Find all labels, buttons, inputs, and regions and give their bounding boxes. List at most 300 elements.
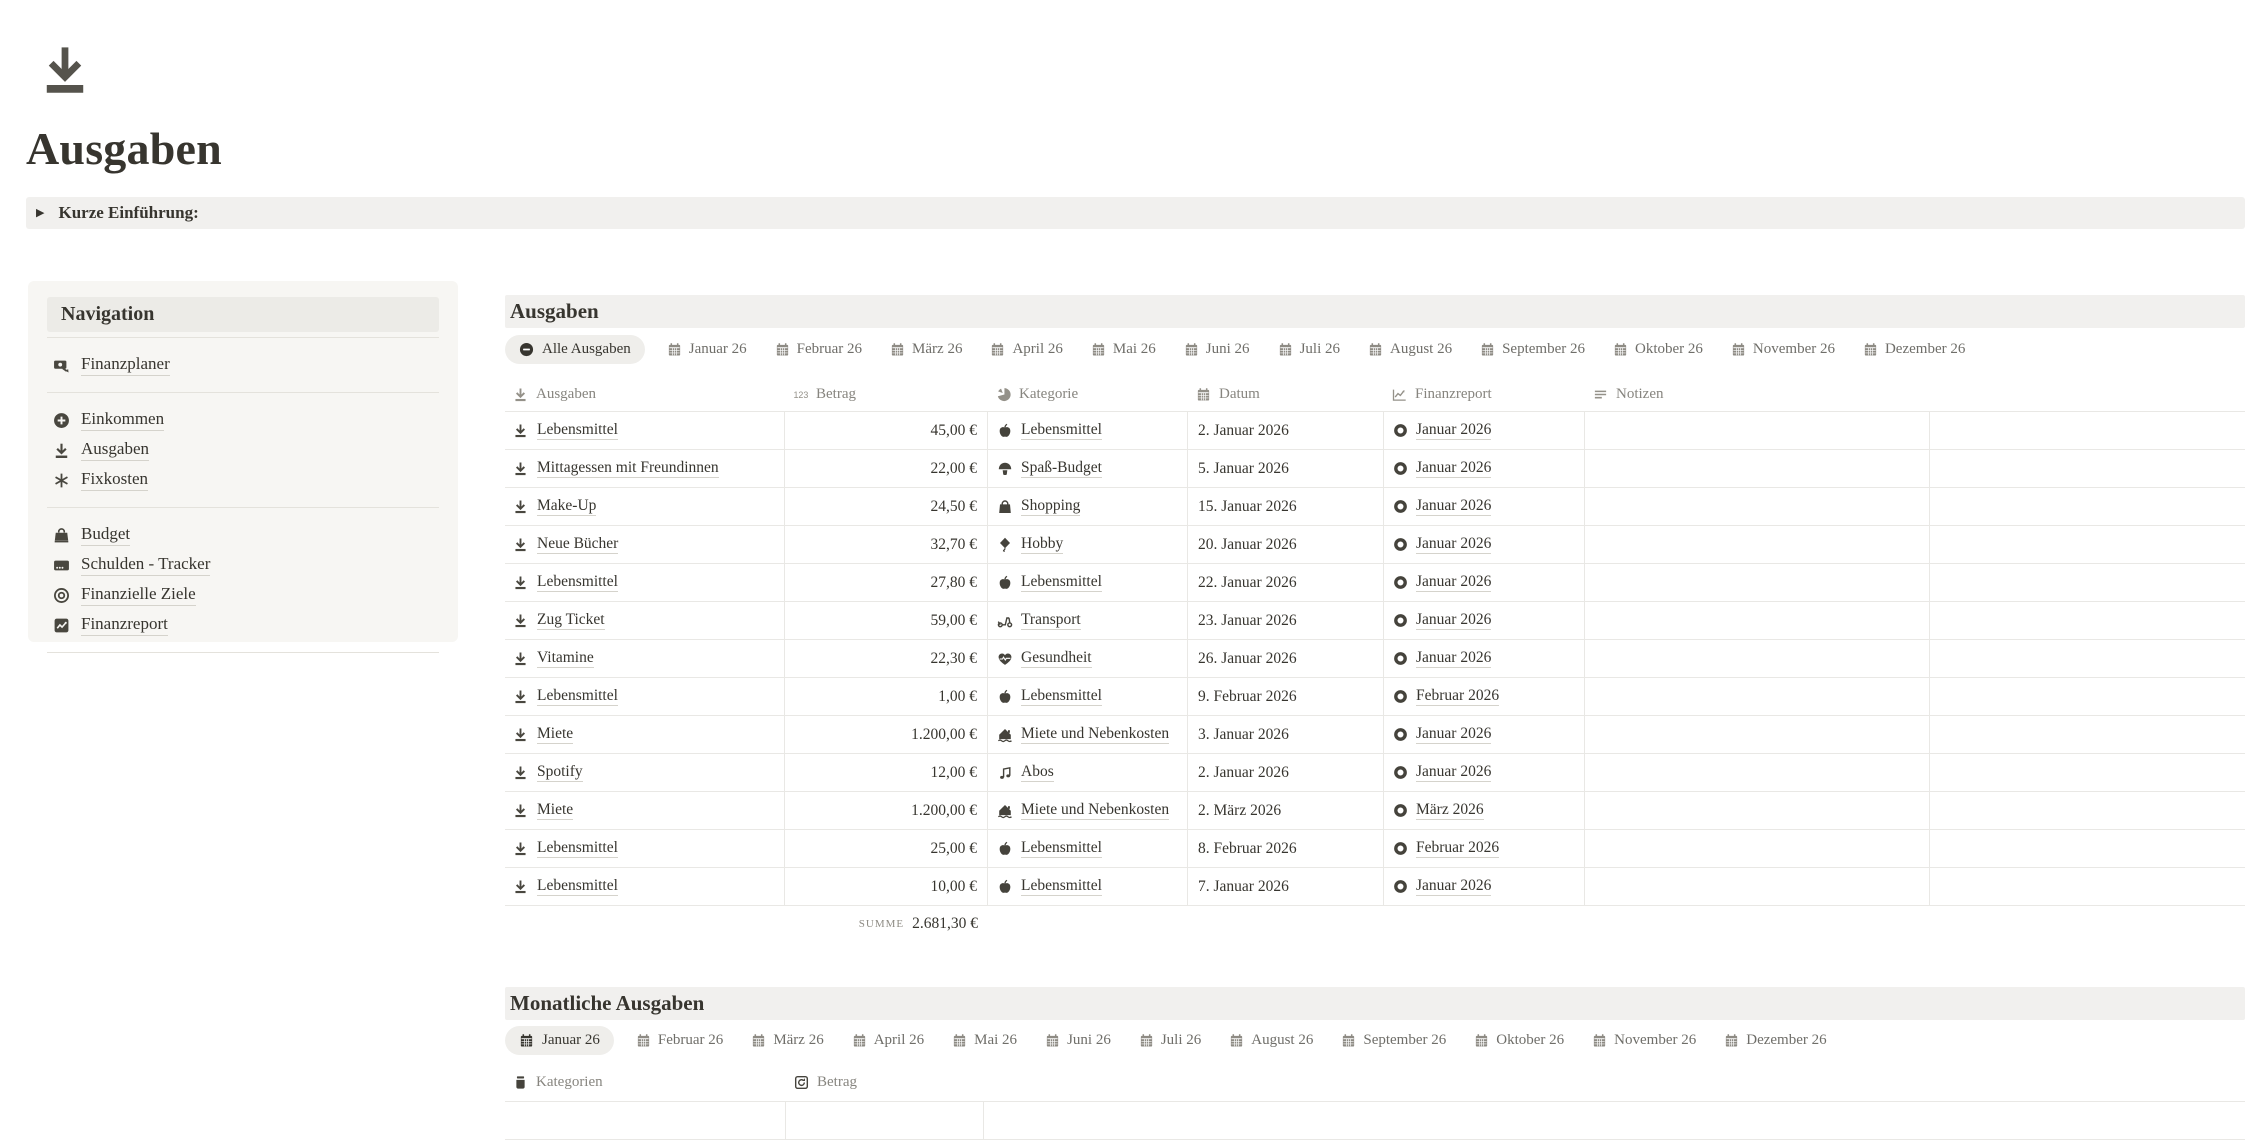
ring-icon — [1393, 423, 1408, 438]
expense-title-cell[interactable] — [505, 754, 785, 791]
category-cell[interactable] — [988, 412, 1188, 449]
category-link[interactable]: Hobby — [1021, 535, 1063, 555]
column-header-finanzreport[interactable] — [1384, 377, 1585, 411]
date-cell[interactable] — [1188, 602, 1384, 639]
tab-april-26[interactable] — [852, 1032, 924, 1049]
expense-title-cell[interactable] — [505, 450, 785, 487]
expense-title[interactable]: Neue Bücher — [537, 535, 618, 555]
finanzreport-link[interactable]: Januar 2026 — [1416, 573, 1491, 593]
category-link[interactable]: Abos — [1021, 763, 1054, 783]
finanzreport-link[interactable]: Januar 2026 — [1416, 535, 1491, 555]
kite-icon — [997, 537, 1013, 553]
expense-title[interactable]: Mittagessen mit Freundinnen — [537, 459, 719, 479]
active-tab-januar-26[interactable] — [505, 1026, 614, 1055]
nav-item-label: Ausgaben — [81, 439, 149, 461]
target-icon — [53, 587, 70, 604]
date-value: 5. Januar 2026 — [1198, 459, 1289, 477]
main-content — [505, 0, 2245, 1107]
tab-label: Dezember 26 — [1884, 340, 1966, 357]
calendar-icon — [1863, 342, 1878, 357]
tab-juni-26[interactable] — [1045, 1032, 1111, 1049]
category-link[interactable]: Lebensmittel — [1021, 687, 1102, 707]
expense-title[interactable]: Zug Ticket — [537, 611, 605, 631]
date-value: 3. Januar 2026 — [1198, 725, 1289, 743]
expense-title[interactable]: Miete — [537, 801, 573, 821]
ring-icon — [1393, 879, 1408, 894]
date-value: 26. Januar 2026 — [1198, 649, 1297, 667]
pie-icon — [996, 387, 1011, 402]
date-cell[interactable] — [1188, 640, 1384, 677]
sum-value: 2.681,30 € — [912, 915, 978, 932]
sum-label: SUMME — [858, 918, 905, 930]
category-link[interactable]: Lebensmittel — [1021, 573, 1102, 593]
calendar-icon — [1731, 342, 1746, 357]
empty-trailing-cell[interactable] — [1930, 716, 2245, 753]
tab-label: November 26 — [1614, 1031, 1697, 1048]
finanzreport-link[interactable]: Januar 2026 — [1416, 497, 1491, 517]
date-value: 2. März 2026 — [1198, 801, 1282, 819]
finanzreport-link[interactable]: Januar 2026 — [1416, 877, 1491, 897]
tab-oktober-26[interactable] — [1613, 341, 1703, 358]
expense-title[interactable]: Lebensmittel — [537, 687, 618, 707]
amount-cell[interactable] — [785, 830, 988, 867]
apple-icon — [997, 423, 1013, 439]
nav-item-finanzplaner[interactable] — [28, 350, 458, 380]
calendar-icon — [1045, 1033, 1060, 1048]
finanzreport-cell[interactable] — [1384, 450, 1585, 487]
tab-label: August 26 — [1251, 1031, 1314, 1048]
expenses-section-heading: Ausgaben — [505, 295, 2245, 328]
category-link[interactable]: Spaß-Budget — [1021, 459, 1102, 479]
mushroom-icon — [997, 461, 1013, 477]
empty-trailing-cell[interactable] — [1930, 602, 2245, 639]
empty-trailing-cell[interactable] — [1930, 412, 2245, 449]
column-header-label: Betrag — [816, 385, 856, 402]
finanzreport-link[interactable]: Januar 2026 — [1416, 763, 1491, 783]
finanzreport-cell[interactable] — [1384, 640, 1585, 677]
ring-icon — [1393, 499, 1408, 514]
finanzreport-link[interactable]: Januar 2026 — [1416, 459, 1491, 479]
expense-title[interactable]: Make-Up — [537, 497, 596, 517]
expense-title-cell[interactable] — [505, 488, 785, 525]
notes-cell[interactable] — [1585, 412, 1930, 449]
expense-row — [505, 830, 2245, 868]
expense-title-cell[interactable] — [505, 716, 785, 753]
category-link[interactable]: Shopping — [1021, 497, 1080, 517]
category-cell[interactable] — [988, 678, 1188, 715]
empty-trailing-cell[interactable] — [1930, 488, 2245, 525]
finanzreport-cell[interactable] — [1384, 830, 1585, 867]
date-cell[interactable] — [1188, 488, 1384, 525]
expense-title-cell[interactable] — [505, 564, 785, 601]
download-icon — [513, 461, 528, 476]
shopping-bag-icon — [997, 499, 1013, 515]
download-icon — [513, 689, 528, 704]
tab-label: Februar 26 — [657, 1031, 724, 1048]
empty-trailing-cell[interactable] — [1930, 678, 2245, 715]
finanzreport-cell[interactable] — [1384, 412, 1585, 449]
svg-text:123: 123 — [793, 389, 808, 400]
tab-februar-26[interactable] — [636, 1032, 723, 1049]
finanzreport-cell[interactable] — [1384, 526, 1585, 563]
ring-icon — [1393, 461, 1408, 476]
expenses-sum-row[interactable] — [505, 906, 988, 942]
tab-label: Mai 26 — [974, 1031, 1018, 1048]
notes-cell[interactable] — [1585, 678, 1930, 715]
category-cell[interactable] — [988, 450, 1188, 487]
finanzreport-link[interactable]: Januar 2026 — [1416, 649, 1491, 669]
category-cell[interactable] — [988, 526, 1188, 563]
amount-cell[interactable] — [785, 488, 988, 525]
finanzreport-link[interactable]: Januar 2026 — [1416, 421, 1491, 441]
notes-cell[interactable] — [1585, 640, 1930, 677]
category-cell[interactable] — [988, 602, 1188, 639]
heart-pulse-icon — [997, 651, 1013, 667]
expense-row — [505, 868, 2245, 906]
notes-cell[interactable] — [1585, 792, 1930, 829]
tab-januar-26[interactable] — [667, 341, 747, 358]
finanzreport-cell[interactable] — [1384, 868, 1585, 905]
nav-item-finanzreport[interactable] — [28, 610, 458, 640]
tab-label: Oktober 26 — [1635, 340, 1703, 357]
finanzreport-cell[interactable] — [1384, 792, 1585, 829]
page-title: Ausgaben — [26, 123, 222, 174]
navigation-card — [28, 281, 458, 642]
tab-märz-26[interactable] — [890, 341, 962, 358]
tab-label: August 26 — [1390, 340, 1453, 357]
category-cell[interactable] — [988, 754, 1188, 791]
ring-icon — [1393, 613, 1408, 628]
column-header-kategorien[interactable] — [505, 1064, 786, 1101]
toggle-caret-icon[interactable]: ▶ — [36, 206, 45, 219]
empty-trailing-cell[interactable] — [1930, 830, 2245, 867]
tab-label: Januar 26 — [688, 340, 747, 357]
tab-august-26[interactable] — [1368, 341, 1452, 358]
category-cell[interactable] — [988, 868, 1188, 905]
tab-juli-26[interactable] — [1139, 1032, 1201, 1049]
category-link[interactable]: Miete und Nebenkosten — [1021, 801, 1169, 821]
calendar-icon — [852, 1033, 867, 1048]
finanzreport-cell[interactable] — [1384, 678, 1585, 715]
column-header-ausgaben[interactable] — [505, 377, 785, 411]
expense-row — [505, 412, 2245, 450]
tab-juli-26[interactable] — [1278, 341, 1340, 358]
amount-value: 1,00 € — [938, 687, 977, 705]
scooter-icon — [997, 613, 1013, 629]
amount-cell[interactable] — [785, 450, 988, 487]
finanzreport-cell[interactable] — [1384, 716, 1585, 753]
expense-title-cell[interactable] — [505, 602, 785, 639]
calendar-icon — [1278, 342, 1293, 357]
empty-trailing-cell[interactable] — [1930, 868, 2245, 905]
amount-cell[interactable] — [785, 640, 988, 677]
empty-trailing-cell[interactable] — [1930, 450, 2245, 487]
active-tab-label: Alle Ausgaben — [542, 340, 631, 357]
tab-november-26[interactable] — [1731, 341, 1835, 358]
plus-circle-icon — [53, 412, 70, 429]
date-cell[interactable] — [1188, 754, 1384, 791]
amount-value: 25,00 € — [930, 839, 977, 857]
finanzreport-cell[interactable] — [1384, 488, 1585, 525]
category-cell[interactable] — [505, 1102, 786, 1139]
category-cell[interactable] — [988, 564, 1188, 601]
empty-trailing-cell[interactable] — [1930, 640, 2245, 677]
notes-cell[interactable] — [1585, 716, 1930, 753]
calendar-icon — [1196, 387, 1211, 402]
tab-label: November 26 — [1752, 340, 1835, 357]
ring-icon — [1393, 727, 1408, 742]
category-cell[interactable] — [988, 640, 1188, 677]
finanzreport-link[interactable]: Februar 2026 — [1416, 839, 1499, 859]
expense-title-cell[interactable] — [505, 640, 785, 677]
category-cell[interactable] — [988, 716, 1188, 753]
nav-group — [28, 398, 458, 502]
tab-november-26[interactable] — [1592, 1032, 1696, 1049]
nav-item-fixkosten[interactable] — [28, 465, 458, 495]
notes-cell[interactable] — [1585, 830, 1930, 867]
column-header-betrag[interactable] — [785, 377, 988, 411]
nav-item-label: Schulden - Tracker — [81, 554, 210, 576]
amount-cell[interactable] — [786, 1102, 984, 1139]
tab-juni-26[interactable] — [1184, 341, 1250, 358]
nav-item-schulden-tracker[interactable] — [28, 550, 458, 580]
notes-cell[interactable] — [1585, 868, 1930, 905]
column-header-label: Notizen — [1616, 385, 1664, 402]
nav-item-finanzielle-ziele[interactable] — [28, 580, 458, 610]
tab-label: April 26 — [873, 1031, 925, 1048]
chart-line-icon — [1392, 387, 1407, 402]
empty-trailing-cell[interactable] — [1930, 526, 2245, 563]
expense-title[interactable]: Spotify — [537, 763, 583, 783]
download-icon — [513, 765, 528, 780]
calendar-icon — [1184, 342, 1199, 357]
tab-label: März 26 — [912, 340, 963, 357]
date-cell[interactable] — [1188, 716, 1384, 753]
download-icon — [513, 423, 528, 438]
expenses-table-body — [505, 412, 2245, 906]
amount-value: 27,80 € — [930, 573, 977, 591]
tab-label: Februar 26 — [796, 340, 863, 357]
amount-value: 12,00 € — [930, 763, 977, 781]
tab-september-26[interactable] — [1480, 341, 1585, 358]
column-header-datum[interactable] — [1188, 377, 1384, 411]
column-header-label: Datum — [1219, 385, 1260, 402]
download-icon — [513, 841, 528, 856]
amount-value: 45,00 € — [930, 421, 977, 439]
date-cell[interactable] — [1188, 792, 1384, 829]
column-header-betrag[interactable] — [786, 1064, 984, 1101]
tab-label: Oktober 26 — [1496, 1031, 1565, 1048]
expense-title[interactable]: Lebensmittel — [537, 573, 618, 593]
expense-title[interactable]: Vitamine — [537, 649, 594, 669]
navigation-links — [28, 343, 458, 653]
amount-cell[interactable] — [785, 678, 988, 715]
calendar-icon — [890, 342, 905, 357]
expense-title-cell[interactable] — [505, 678, 785, 715]
finanzreport-cell[interactable] — [1384, 602, 1585, 639]
download-icon — [513, 651, 528, 666]
category-link[interactable]: Transport — [1021, 611, 1081, 631]
finanzreport-cell[interactable] — [1384, 754, 1585, 791]
amount-value: 32,70 € — [930, 535, 977, 553]
rollup-icon — [794, 1075, 809, 1090]
date-cell[interactable] — [1188, 450, 1384, 487]
tab-februar-26[interactable] — [775, 341, 862, 358]
amount-value: 10,00 € — [930, 877, 977, 895]
banknote-arrow-icon — [53, 357, 70, 374]
notes-cell[interactable] — [1585, 564, 1930, 601]
empty-trailing-cell[interactable] — [1930, 564, 2245, 601]
expenses-table-header — [505, 377, 2245, 412]
nav-item-label: Finanzreport — [81, 614, 168, 636]
date-cell[interactable] — [1188, 412, 1384, 449]
tab-dezember-26[interactable] — [1724, 1032, 1826, 1049]
date-cell[interactable] — [1188, 678, 1384, 715]
date-value: 20. Januar 2026 — [1198, 535, 1297, 553]
finanzreport-link[interactable]: Januar 2026 — [1416, 611, 1491, 631]
nav-group — [28, 343, 458, 387]
calendar-icon — [636, 1033, 651, 1048]
tab-april-26[interactable] — [990, 341, 1062, 358]
amount-cell[interactable] — [785, 754, 988, 791]
tab-märz-26[interactable] — [751, 1032, 823, 1049]
date-value: 2. Januar 2026 — [1198, 763, 1289, 781]
amount-cell[interactable] — [785, 602, 988, 639]
nav-item-ausgaben[interactable] — [28, 435, 458, 465]
category-link[interactable]: Lebensmittel — [1021, 839, 1102, 859]
house-wave-icon — [997, 803, 1013, 819]
active-tab-label: Januar 26 — [542, 1031, 600, 1048]
notes-cell[interactable] — [1585, 450, 1930, 487]
house-wave-icon — [997, 727, 1013, 743]
amount-cell[interactable] — [785, 564, 988, 601]
amount-value: 24,50 € — [930, 497, 977, 515]
tab-september-26[interactable] — [1341, 1032, 1446, 1049]
calendar-icon — [1480, 342, 1495, 357]
tab-label: April 26 — [1012, 340, 1063, 357]
expense-title[interactable]: Miete — [537, 725, 573, 745]
expense-title-cell[interactable] — [505, 526, 785, 563]
notes-cell[interactable] — [1585, 602, 1930, 639]
category-link[interactable]: Miete und Nebenkosten — [1021, 725, 1169, 745]
amount-cell[interactable] — [785, 526, 988, 563]
monthly-table-header — [505, 1064, 2245, 1102]
ring-icon — [1393, 651, 1408, 666]
expense-title-cell[interactable] — [505, 830, 785, 867]
expense-row — [505, 678, 2245, 716]
date-value: 23. Januar 2026 — [1198, 611, 1297, 629]
ring-icon — [1393, 575, 1408, 590]
nav-item-einkommen[interactable] — [28, 405, 458, 435]
number-123-icon — [793, 387, 808, 402]
expense-row — [505, 716, 2245, 754]
notes-cell[interactable] — [1585, 488, 1930, 525]
tab-label: Dezember 26 — [1746, 1031, 1827, 1048]
minus-circle-icon — [519, 342, 534, 357]
navigation-card-title: Navigation — [47, 297, 439, 332]
date-cell[interactable] — [1188, 868, 1384, 905]
empty-trailing-cell[interactable] — [1930, 792, 2245, 829]
active-tab-alle-ausgaben[interactable] — [505, 335, 645, 364]
notes-cell[interactable] — [1585, 526, 1930, 563]
ring-icon — [1393, 537, 1408, 552]
expense-row — [505, 640, 2245, 678]
empty-trailing-cell[interactable] — [1930, 754, 2245, 791]
expense-title[interactable]: Lebensmittel — [537, 839, 618, 859]
date-cell[interactable] — [1188, 830, 1384, 867]
monthly-view-tabs — [505, 1022, 1827, 1058]
amount-value: 22,30 € — [930, 649, 977, 667]
download-icon — [513, 879, 528, 894]
finanzreport-link[interactable]: Februar 2026 — [1416, 687, 1499, 707]
nav-item-label: Fixkosten — [81, 469, 148, 491]
monthly-table-body — [505, 1102, 2245, 1140]
amount-cell[interactable] — [785, 792, 988, 829]
amount-cell[interactable] — [785, 716, 988, 753]
calendar-icon — [1229, 1033, 1244, 1048]
finanzreport-cell[interactable] — [1384, 564, 1585, 601]
tab-mai-26[interactable] — [1091, 341, 1156, 358]
date-cell[interactable] — [1188, 564, 1384, 601]
apple-icon — [997, 689, 1013, 705]
calendar-icon — [1139, 1033, 1154, 1048]
expense-title-cell[interactable] — [505, 412, 785, 449]
amount-cell[interactable] — [785, 412, 988, 449]
tab-dezember-26[interactable] — [1863, 341, 1965, 358]
empty-trailing-cell[interactable] — [984, 1102, 2245, 1139]
tab-august-26[interactable] — [1229, 1032, 1313, 1049]
calendar-icon — [751, 1033, 766, 1048]
jar-icon — [513, 1075, 528, 1090]
download-icon — [513, 575, 528, 590]
finanzreport-link[interactable]: März 2026 — [1416, 801, 1484, 821]
category-cell[interactable] — [988, 792, 1188, 829]
expense-title-cell[interactable] — [505, 792, 785, 829]
amount-cell[interactable] — [785, 868, 988, 905]
expense-title[interactable]: Lebensmittel — [537, 877, 618, 897]
category-cell[interactable] — [988, 488, 1188, 525]
tab-oktober-26[interactable] — [1474, 1032, 1564, 1049]
date-value: 7. Januar 2026 — [1198, 877, 1289, 895]
expense-title[interactable]: Lebensmittel — [537, 421, 618, 441]
category-cell[interactable] — [988, 830, 1188, 867]
expense-row — [505, 488, 2245, 526]
column-header-kategorie[interactable] — [988, 377, 1188, 411]
category-link[interactable]: Gesundheit — [1021, 649, 1092, 669]
nav-item-budget[interactable] — [28, 520, 458, 550]
music-note-icon — [997, 765, 1013, 781]
category-link[interactable]: Lebensmittel — [1021, 877, 1102, 897]
nav-item-label: Budget — [81, 524, 130, 546]
nav-item-label: Einkommen — [81, 409, 164, 431]
download-icon — [513, 387, 528, 402]
category-link[interactable]: Lebensmittel — [1021, 421, 1102, 441]
column-header-notizen[interactable] — [1585, 377, 1930, 411]
notes-cell[interactable] — [1585, 754, 1930, 791]
date-value: 22. Januar 2026 — [1198, 573, 1297, 591]
date-cell[interactable] — [1188, 526, 1384, 563]
download-icon — [513, 727, 528, 742]
tab-label: März 26 — [773, 1031, 824, 1048]
ring-icon — [1393, 841, 1408, 856]
download-icon — [513, 537, 528, 552]
expense-title-cell[interactable] — [505, 868, 785, 905]
chart-box-icon — [53, 617, 70, 634]
finanzreport-link[interactable]: Januar 2026 — [1416, 725, 1491, 745]
date-value: 15. Januar 2026 — [1198, 497, 1297, 515]
page-icon-download[interactable] — [38, 40, 92, 98]
tab-mai-26[interactable] — [952, 1032, 1017, 1049]
